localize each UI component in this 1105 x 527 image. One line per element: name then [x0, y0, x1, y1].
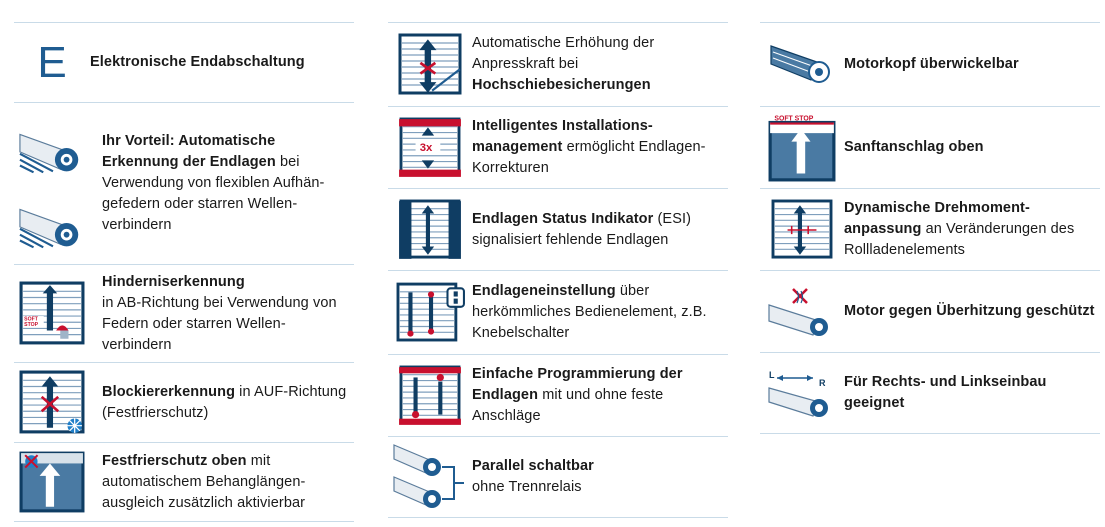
svg-text:L: L	[769, 370, 775, 380]
status-indicator-icon	[388, 198, 472, 262]
column-2	[388, 22, 728, 518]
motor-head-icon	[760, 34, 844, 96]
feature-text: Endlagen Status Indikator (ESI) signalisiert fehlende Endlagen	[472, 210, 692, 248]
column-3	[760, 22, 1100, 434]
pressure-increase-icon	[388, 33, 472, 97]
feature-row-motor-head	[760, 22, 1100, 106]
programming-icon	[388, 364, 472, 428]
feature-text: Motorkopf überwickelbar	[844, 56, 1019, 72]
feature-row-electronic-endstop	[14, 22, 354, 102]
feature-row-torque-adaptation	[760, 188, 1100, 270]
feature-row-endposition-setting	[388, 270, 728, 354]
feature-text: Endlageneinstellung über herkömmliches Bedienelement, z.B. Knebelschalter	[472, 283, 707, 341]
overheat-protection-icon	[760, 281, 844, 343]
torque-adaptation-icon	[760, 198, 844, 262]
feature-text: Parallel schaltbar ohne Trennrelais	[472, 458, 594, 495]
feature-row-endposition-detection	[14, 102, 354, 264]
feature-text: Einfache Programmierung der Endlagen mit und ohne feste Anschläge	[472, 366, 683, 424]
feature-row-obstacle-detection	[14, 264, 354, 362]
feature-text: Festfrierschutz oben mit automatischem Behanglängen-ausgleich zusätzlich aktivierbar	[102, 452, 306, 511]
block-detection-icon	[14, 370, 90, 436]
obstacle-detection-icon	[14, 281, 90, 347]
column-1	[14, 22, 354, 522]
installation-management-icon	[388, 116, 472, 180]
motor-shaft-icon	[14, 113, 90, 255]
feature-row-pressure-increase	[388, 22, 728, 106]
feature-row-soft-stop	[760, 106, 1100, 188]
left-right-mount-icon	[760, 362, 844, 424]
feature-row-block-detection	[14, 362, 354, 442]
feature-row-installation-management	[388, 106, 728, 188]
svg-text:SOFT STOP: SOFT STOP	[774, 114, 814, 122]
feature-text: Hinderniserkennung in AB-Richtung bei Verwendung von Federn oder starren Wellen-verbindern	[102, 273, 337, 353]
electronic-e-icon: E	[37, 37, 67, 87]
feature-text: Elektronische Endabschaltung	[90, 54, 305, 70]
feature-text: Blockiererkennung in AUF-Richtung (Festfrierschutz)	[102, 383, 347, 421]
svg-text:3x: 3x	[419, 141, 433, 154]
svg-text:R: R	[819, 378, 826, 388]
feature-text: Intelligentes Installations-management ermöglicht Endlagen-Korrekturen	[472, 118, 706, 176]
feature-text: Motor gegen Überhitzung geschützt	[844, 303, 1095, 319]
feature-text: Ihr Vorteil: Automatische Erkennung der Endlagen bei Verwendung von flexiblen Aufhän-gefedern oder starren Wellen-verbindern	[102, 133, 325, 233]
feature-row-freeze-protection	[14, 442, 354, 522]
feature-text: Sanftanschlag oben	[844, 139, 984, 155]
soft-stop-icon	[760, 114, 844, 182]
svg-text:SOFT: SOFT	[24, 316, 38, 323]
feature-text: Dynamische Drehmoment-anpassung an Veränderungen des Rollladenelements	[844, 200, 1075, 258]
endposition-setting-icon	[388, 281, 472, 345]
svg-text:STOP: STOP	[24, 321, 39, 328]
feature-row-overheat-protection	[760, 270, 1100, 352]
feature-text: Automatische Erhöhung der Anpresskraft bei Hochschiebesicherungen	[472, 35, 655, 93]
feature-row-programming	[388, 354, 728, 436]
feature-row-status-indicator	[388, 188, 728, 270]
feature-text: Für Rechts- und Linkseinbau geeignet	[844, 374, 1047, 411]
parallel-switch-icon	[388, 441, 472, 513]
feature-row-parallel-switch	[388, 436, 728, 518]
feature-row-left-right-mount	[760, 352, 1100, 434]
freeze-protection-icon	[14, 451, 90, 513]
